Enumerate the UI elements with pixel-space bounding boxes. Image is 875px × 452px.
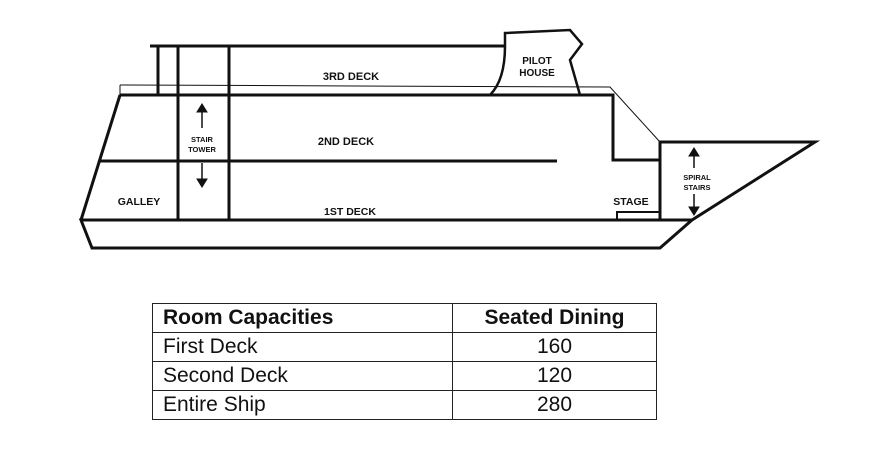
hull-outline xyxy=(81,95,815,248)
room-name-cell: Second Deck xyxy=(153,362,453,391)
second-deck-label: 2ND DECK xyxy=(317,136,375,148)
third-deck-label: 3RD DECK xyxy=(322,71,380,83)
pilot-house-label-line2: HOUSE xyxy=(519,68,555,79)
stage-label: STAGE xyxy=(613,196,649,208)
column-header-seated-dining: Seated Dining xyxy=(453,304,657,333)
room-capacity-table xyxy=(152,303,657,420)
room-name-cell: First Deck xyxy=(153,333,453,362)
table-row xyxy=(153,333,657,362)
spiral-stairs-label-line1: SPIRAL xyxy=(683,173,711,182)
room-name-cell: Entire Ship xyxy=(153,391,453,420)
seated-dining-cell: 120 xyxy=(453,362,657,391)
stair-tower-label-line1: STAIR xyxy=(191,135,213,144)
stair-tower-label-line2: TOWER xyxy=(188,145,216,154)
hull-bow-left xyxy=(81,95,120,220)
table-row xyxy=(153,362,657,391)
pilot-house-label-line1: PILOT xyxy=(522,56,552,67)
stair-up-arrow-head xyxy=(197,104,207,112)
stair-down-arrow-head xyxy=(197,179,207,187)
table-row xyxy=(153,391,657,420)
spiral-up-arrow-head xyxy=(689,148,699,156)
column-header-room: Room Capacities xyxy=(153,304,453,333)
seated-dining-cell: 280 xyxy=(453,391,657,420)
spiral-stairs-label-line2: STAIRS xyxy=(683,183,711,192)
seated-dining-cell: 160 xyxy=(453,333,657,362)
galley-label: GALLEY xyxy=(117,196,161,208)
first-deck-label: 1ST DECK xyxy=(324,206,376,218)
table-header-row xyxy=(153,304,657,333)
spiral-down-arrow-head xyxy=(689,207,699,215)
